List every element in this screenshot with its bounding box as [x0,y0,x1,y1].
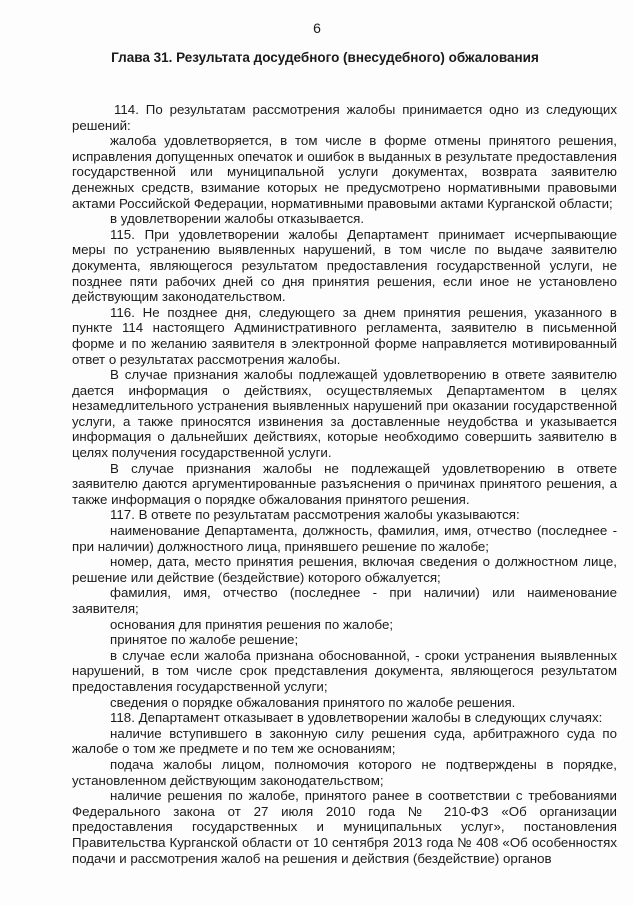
paragraph: В случае признания жалобы не подлежащей удовлетворению в ответе заявителю даются аргументированные разъяснения о причинах принятого решения, а также информация о порядке обжалования принятого решения. [72,460,617,507]
paragraph: 116. Не позднее дня, следующего за днем принятия решения, указанного в пункте 114 настоящего Административного регламента, заявителю в письменной форме и по желанию заявителя в электронной форме направляется мотивированный ответ о результатах рассмотрения жалобы. [72,304,617,367]
paragraph: сведения о порядке обжалования принятого по жалобе решения. [110,694,516,710]
paragraph: в удовлетворении жалобы отказывается. [110,211,365,227]
paragraph: наименование Департамента, должность, фамилия, имя, отчество (последнее - при наличии) должностного лица, принявшего решение по жалобе; [72,523,617,554]
paragraph: 115. При удовлетворении жалобы Департамент принимает исчерпывающие меры по устранению выявленных нарушений, в том числе по выдаче заявителю документа, являющегося результатом предоставления государственной услуги, не позднее пяти рабочих дней со дня принятия решения, если иное не установлено действующим законодательством. [72,226,617,305]
paragraph: 118. Департамент отказывает в удовлетворении жалобы в следующих случаях: [110,710,603,726]
document-body [72,102,617,866]
paragraph: жалоба удовлетворяется, в том числе в форме отмены принятого решения, исправления допущенных опечаток и ошибок в выданных в результате предоставления государственной или муниципальной услуги документах, возврата заявителю денежных средств, взимание которых не предусмотрено нормативными правовыми актами Российской Федерации, нормативными правовыми актами Курганской области; [72,133,617,211]
chapter-heading: Глава 31. Результата досудебного (внесудебного) обжалования [111,50,539,65]
paragraph: наличие решения по жалобе, принятого ранее в соответствии с требованиями Федерального закона от 27 июля 2010 года № 210-ФЗ «Об организации предоставления государственных и муниципальных услуг», постановления Правительства Курганской области от 10 сентября 2013 года № 408 «Об особенностях подачи и рассмотрения жалоб на решения и действия (бездействие) органов [72,788,617,866]
paragraph: В случае признания жалобы подлежащей удовлетворению в ответе заявителю дается информация о действиях, осуществляемых Департаментом в целях незамедлительного устранения выявленных нарушений при оказании государственной услуги, а также приносятся извинения за доставленные неудобства и указывается информация о дальнейших действиях, которые необходимо совершить заявителю в целях получения государственной услуги. [72,367,617,461]
paragraph: 114. По результатам рассмотрения жалобы принимается одно из следующих решений: [72,102,617,133]
paragraph: наличие вступившего в законную силу решения суда, арбитражного суда по жалобе о том же предмете и по тем же основаниям; [72,725,617,757]
paragraph: 117. В ответе по результатам рассмотрения жалобы указываются: [110,507,520,523]
paragraph: принятое по жалобе решение; [110,632,299,648]
paragraph: фамилия, имя, отчество (последнее - при наличии) или наименование заявителя; [72,585,617,616]
page-number: 6 [313,20,321,36]
paragraph: в случае если жалоба признана обоснованной, - сроки устранения выявленных нарушений, в том числе срок представления документа, являющегося результатом предоставления государственной услуги; [72,647,617,694]
paragraph: подача жалобы лицом, полномочия которого не подтверждены в порядке, установленном действующим законодательством; [72,756,617,788]
paragraph: основания для принятия решения по жалобе; [110,616,394,632]
paragraph: номер, дата, место принятия решения, включая сведения о должностном лице, решение или действие (бездействие) которого обжалуется; [72,554,617,585]
